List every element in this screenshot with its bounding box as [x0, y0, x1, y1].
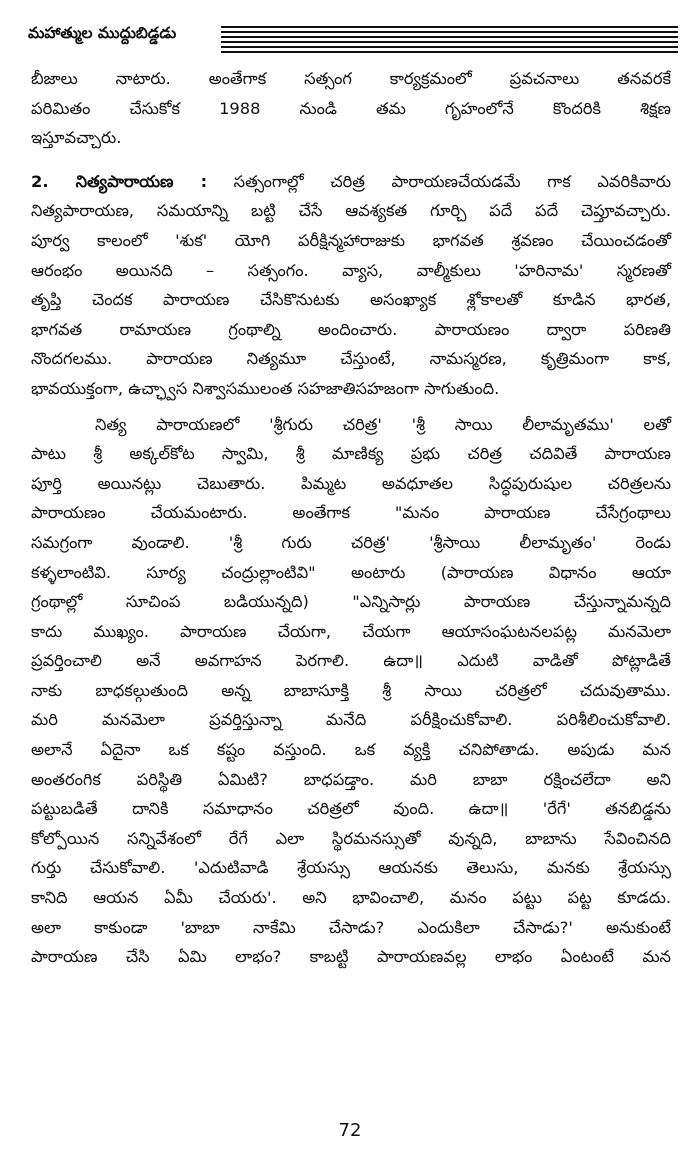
text-line: నొందగలము. పారాయణ నిత్యమూ చేస్తుంటే, నామస్మరణ, కృత్రిమంగా కాక,: [31, 349, 671, 369]
text-line: గ్రంథాల్లో సూచింప బడియున్నది) "ఎన్నిసార్లు పారాయణ చేస్తున్నామన్నది: [31, 592, 671, 612]
text-line: పరిమితం చేసుకోక 1988 నుండి తమ గృహంలోనే కొందరికి శిక్షణ: [31, 98, 671, 118]
page-header: [28, 22, 678, 56]
text-line: ప్రవర్తించాలి అనే అవగాహన పెరగాలి. ఉదా॥ ఎదుటి వాడితో పోట్లాడితే: [31, 651, 671, 671]
text-line: ఆరంభం అయినది – సత్సంగం. వ్యాస, వాల్మీకులు 'హరినామ' స్మరణతో: [31, 260, 671, 280]
paragraph-2: [31, 167, 671, 404]
paragraph-gap: [31, 153, 671, 167]
text-line: [31, 167, 671, 197]
header-rule: [221, 41, 678, 43]
text-line: పారాయణ చేసి ఏమి లాభం? కాబట్టి పారాయణవల్ల లాభం ఏంటంటే మన: [31, 947, 671, 967]
text-line: తృప్తి చెందక పారాయణ చేసికొనుటకు అసంఖ్యాక శ్లోకాలతో కూడిన భారత,: [31, 290, 671, 310]
text-line: నాకు బాధకల్గుతుంది అన్న బాబాసూక్తి శ్రీ సాయి చరిత్రలో చదువుతాము.: [31, 680, 671, 700]
text-line: భాగవత రామాయణ గ్రంథాల్ని అందించారు. పారాయణం ద్వారా పరిణతి: [31, 319, 671, 339]
text-line: బీజాలు నాటారు. అంతేగాక సత్సంగ కార్యక్రమంలో ప్రవచనాలు తనవరకే: [31, 69, 671, 88]
text-line: అలా కాకుండా 'బాబా నాకేమి చేసాడు? ఎందుకిలా చేసాడు?' అనుకుంటే: [31, 917, 671, 937]
text-line: పాటు శ్రీ అక్కల్‌కోట స్వామి, శ్రీ మాణిక్య ప్రభు చరిత్ర చదివితే పారాయణ: [31, 444, 671, 464]
text-line: సమగ్రంగా వుండాలి. 'శ్రీ గురు చరిత్ర' 'శ్రీసాయి లీలామృతం' రెండు: [31, 532, 671, 552]
header-rule: [221, 46, 678, 48]
running-title: మహాత్ముల ముద్దుబిడ్డడు: [28, 24, 177, 42]
header-rules: [221, 26, 678, 54]
text-line: నిత్య పారాయణలో 'శ్రీగురు చరిత్ర' 'శ్రీ సాయి లీలామృతము' లతో: [95, 414, 671, 434]
paragraph-1: [31, 64, 671, 153]
text-line: కళ్ళలాంటివి. సూర్య చంద్రుల్లాంటివి" అంటారు (పారాయణ విధానం ఆయా: [31, 562, 671, 582]
text-run: సత్సంగాల్లో చరిత్ర పారాయణచేయడమే గాక ఎవరికివారు: [207, 171, 671, 191]
text-line: కోల్పోయిన సన్నివేశంలో రేగే ఎలా స్థిరమనస్సుతో వున్నది, బాబాను సేవించినది: [31, 828, 671, 848]
header-rule: [221, 26, 678, 28]
text-line: పట్టుబడితే దానికి సమాధానం చరిత్రలో వుంది. ఉదా॥ 'రేగే' తనబిడ్డను: [31, 799, 671, 819]
text-line: పారాయణం చేయమంటారు. అంతేగాక "మనం పారాయణ చేసేగ్రంథాలు: [31, 503, 671, 523]
body-text: [31, 64, 671, 972]
page-number: 72: [338, 1120, 362, 1141]
text-line: మరి మనమెలా ప్రవర్తిస్తున్నా మనేది పరీక్షించుకోవాలి. పరిశీలించుకోవాలి.: [31, 710, 671, 730]
text-line: గుర్తు చేసుకోవాలి. 'ఎదుటివాడి శ్రేయస్సు ఆయనకు తెలుసు, మనకు శ్రేయస్సు: [31, 858, 671, 878]
text-line: పూర్తి అయినట్లు చెబుతారు. పిమ్మట అవధూతల సిద్ధపురుషుల చరిత్రలను: [31, 473, 671, 493]
header-rule: [221, 36, 678, 38]
text-line: కాదు ముఖ్యం. పారాయణ చేయగా, చేయగా ఆయాసంఘటనలపట్ల మనమెలా: [31, 621, 671, 641]
header-rule: [221, 31, 678, 33]
paragraph-3: [31, 410, 671, 972]
text-line: నిత్యపారాయణ, సమయాన్ని బట్టి చేసే ఆవశ్యకత గూర్చి పదే పదే చెప్తూవచ్చారు.: [31, 201, 671, 221]
text-line: పూర్వ కాలంలో 'శుక' యోగి పరీక్షిన్మహారాజుకు భాగవత శ్రవణం చేయించడంతో: [31, 230, 671, 250]
text-line: అలానే ఏదైనా ఒక కష్టం వస్తుంది. ఒక వ్యక్తి చనిపోతాడు. అపుడు మన: [31, 740, 671, 760]
header-rule: [221, 51, 678, 53]
text-line: భావయుక్తంగా, ఉచ్ఛ్వాస నిశ్వాసములంత సహజాతిసహజంగా సాగుతుంది.: [31, 378, 500, 398]
text-line: ఇస్తూవచ్చారు.: [31, 128, 122, 148]
section-heading: 2. నిత్యపారాయణ :: [31, 171, 208, 191]
text-line: కానిది ఆయన ఏమీ చేయరు'. అని భావించాలి, మనం పట్టు పట్ట కూడదు.: [31, 888, 671, 908]
text-line: అంతరంగిక పరిస్థితి ఏమిటి? బాధపడ్తాం. మరి బాబా రక్షించలేదా అని: [31, 769, 671, 789]
